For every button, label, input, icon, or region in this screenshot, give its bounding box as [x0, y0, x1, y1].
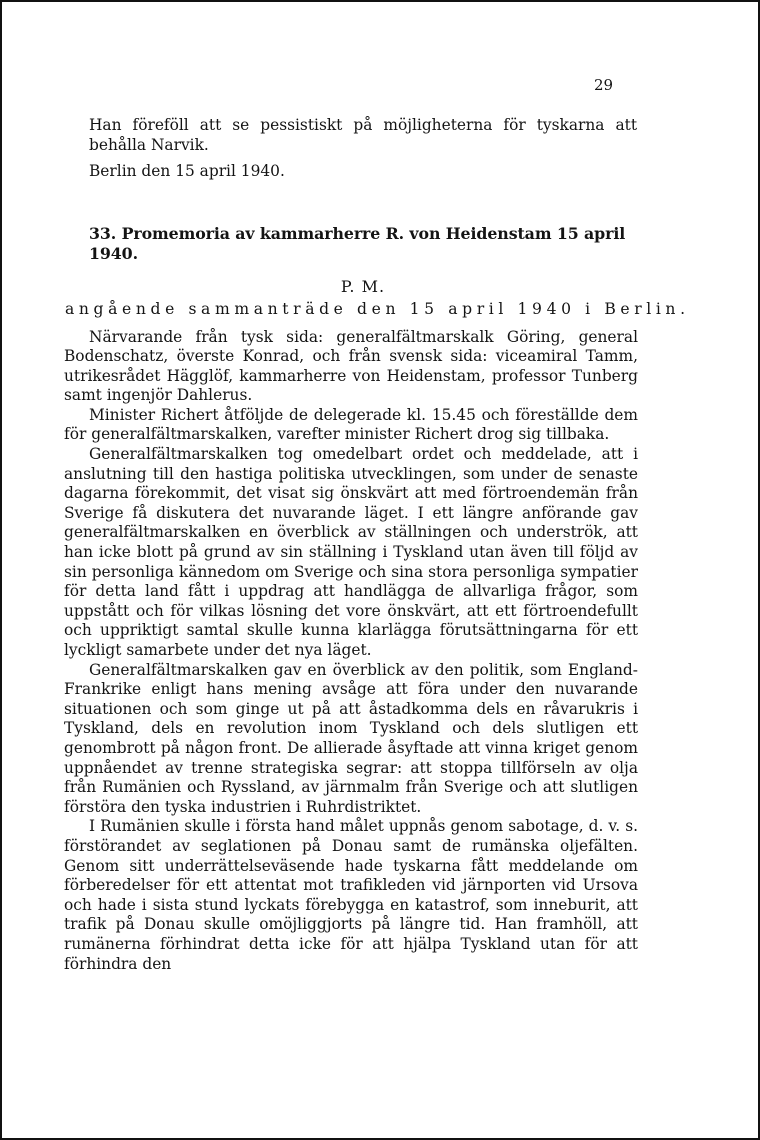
page-number: 29 [594, 76, 614, 94]
memo-paragraph-allied-policy: Generalfältmarskalken gav en överblick av den politik, som England-Frankrike enligt hans mening avsåge att föra under den nuvarande situationen och som ginge ut på att åstadkomma dels en råvarukris i Tyskland, dels en revolution inom Tyskland och dels slutligen ett genombrott på någon front. De allierade åsyftade att vinna kriget genom uppnåendet av trenne strategiska segrar: att stoppa tillförseln av olja från Rumänien och Ryssland, av järnmalm från Sverige och att slutligen förstöra den tyska industrien i Ruhrdistriktet. [64, 660, 638, 816]
memo-body [64, 328, 638, 975]
memo-paragraph-attendees: Närvarande från tysk sida: generalfältmarskalk Göring, general Bodenschatz, överste Konrad, och från svensk sida: viceamiral Tamm, utrikesrådet Hägglöf, kammarherre von Heidenstam, professor Tunberg samt ingenjör Dahlerus. [64, 327, 638, 405]
memo-paragraph-minister: Minister Richert åtföljde de delegerade kl. 15.45 och föreställde dem för generalfältmarskalken, varefter minister Richert drog sig tillbaka. [64, 405, 638, 444]
memo-paragraph-opening: Generalfältmarskalken tog omedelbart ordet och meddelade, att i anslutning till den hastiga politiska utvecklingen, som under de senaste dagarna förekommit, det visat sig önskvärt att med förtroendemän från Sverige få diskutera det nuvarande läget. I ett längre anförande gav generalfältmarskalken en överblick av ställningen och underströk, att han icke blott på grund av sin ställning i Tyskland utan även till följd av sin personliga kännedom om Sverige och sina stora personliga sympatier för detta land fått i uppdrag att handlägga de allvarliga frågor, som uppstått och för vilkas lösning det vore önskvärt, att ett förtroendefullt och uppriktigt samtal skulle kunna klarlägga förutsättningarna för ett lyckligt samarbete under det nya läget. [64, 445, 638, 659]
memo-paragraph-romania: I Rumänien skulle i första hand målet uppnås genom sabotage, d. v. s. förstörandet av seglationen på Donau samt de rumänska oljefälten. Genom sitt underrättelseväsende hade tyskarna fått meddelande om förberedelser för ett attentat mot trafikleden vid järnporten vid Ursova och hade i sista stund lyckats förebygga en katastrof, som inneburit, att trafik på Donau skulle omöjliggjorts på längre tid. Han framhöll, att rumänerna förhindrat detta icke för att hjälpa Tyskland utan för att förhindra den [64, 817, 638, 973]
intro-closing-dateline: Berlin den 15 april 1940. [89, 162, 285, 180]
page-content [64, 116, 690, 974]
pm-subtitle: angående sammanträde den 15 april 1940 i Berlin. [65, 299, 690, 318]
section-heading: 33. Promemoria av kammarherre R. von Heidenstam 15 april 1940. [89, 223, 626, 263]
intro-paragraph: Han föreföll att se pessistiskt på möjligheterna för tyskarna att behålla Narvik. [89, 116, 637, 154]
pm-title: P. M. [340, 276, 386, 296]
